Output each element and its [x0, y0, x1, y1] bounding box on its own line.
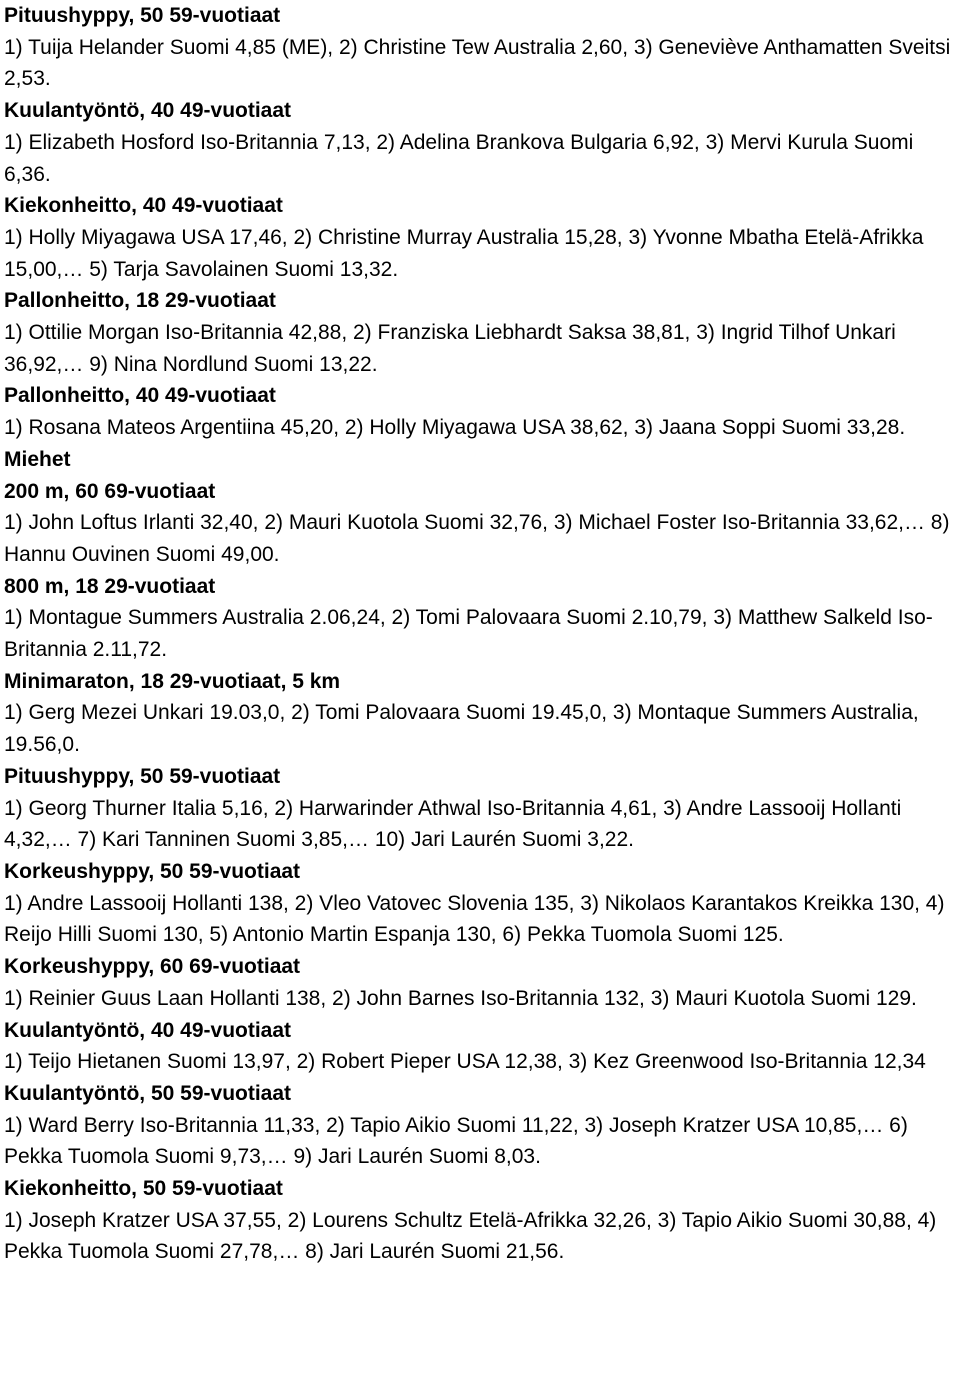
event-results: 1) Joseph Kratzer USA 37,55, 2) Lourens Schultz Etelä-Afrikka 32,26, 3) Tapio Aikio Suomi 30,88, 4) Pekka Tuomola Suomi 27,78,… 8) Jari Laurén Suomi 21,56. [4, 1208, 937, 1264]
event-results: 1) Ward Berry Iso-Britannia 11,33, 2) Tapio Aikio Suomi 11,22, 3) Joseph Kratzer USA 10,85,… 6) Pekka Tuomola Suomi 9,73,… 9) Jari Laurén Suomi 8,03. [4, 1113, 908, 1169]
event-heading: 200 m, 60 69-vuotiaat [4, 479, 216, 503]
event-results: 1) Montague Summers Australia 2.06,24, 2) Tomi Palovaara Suomi 2.10,79, 3) Matthew Salkeld Iso-Britannia 2.11,72. [4, 606, 933, 662]
event-heading: Pallonheitto, 40 49-vuotiaat [4, 384, 276, 408]
event-results: 1) Holly Miyagawa USA 17,46, 2) Christine Murray Australia 15,28, 3) Yvonne Mbatha Etelä-Afrikka 15,00,… 5) Tarja Savolainen Suomi 13,32. [4, 225, 924, 281]
event-heading: Kuulantyöntö, 50 59-vuotiaat [4, 1081, 292, 1105]
event-results: 1) John Loftus Irlanti 32,40, 2) Mauri Kuotola Suomi 32,76, 3) Michael Foster Iso-Britannia 33,62,… 8) Hannu Ouvinen Suomi 49,00. [4, 511, 950, 566]
event-heading: Kuulantyöntö, 40 49-vuotiaat [4, 99, 292, 123]
event-results: 1) Elizabeth Hosford Iso-Britannia 7,13, 2) Adelina Brankova Bulgaria 6,92, 3) Mervi Kurula Suomi 6,36. [4, 130, 914, 186]
section-heading-men: Miehet [4, 447, 71, 471]
event-heading: Pallonheitto, 18 29-vuotiaat [4, 289, 276, 313]
event-heading: Kiekonheitto, 50 59-vuotiaat [4, 1177, 283, 1201]
document-page [4, 0, 960, 1268]
event-results: 1) Ottilie Morgan Iso-Britannia 42,88, 2) Franziska Liebhardt Saksa 38,81, 3) Ingrid Tilhof Unkari 36,92,… 9) Nina Nordlund Suomi 13,22. [4, 321, 896, 376]
event-results: 1) Rosana Mateos Argentiina 45,20, 2) Holly Miyagawa USA 38,62, 3) Jaana Soppi Suomi 33,28. [4, 416, 906, 440]
event-results: 1) Tuija Helander Suomi 4,85 (ME), 2) Christine Tew Australia 2,60, 3) Geneviève Anthamatten Sveitsi 2,53. [4, 35, 951, 91]
event-results: 1) Gerg Mezei Unkari 19.03,0, 2) Tomi Palovaara Suomi 19.45,0, 3) Montaque Summers Australia, 19.56,0. [4, 701, 919, 757]
event-results: 1) Georg Thurner Italia 5,16, 2) Harwarinder Athwal Iso-Britannia 4,61, 3) Andre Lassooij Hollanti 4,32,… 7) Kari Tanninen Suomi 3,85,… 10) Jari Laurén Suomi 3,22. [4, 796, 902, 852]
event-heading: Kuulantyöntö, 40 49-vuotiaat [4, 1018, 292, 1042]
event-heading: Minimaraton, 18 29-vuotiaat, 5 km [4, 669, 341, 693]
event-heading: Kiekonheitto, 40 49-vuotiaat [4, 194, 283, 218]
event-heading: Pituushyppy, 50 59-vuotiaat [4, 764, 281, 788]
event-results: 1) Andre Lassooij Hollanti 138, 2) Vleo Vatovec Slovenia 135, 3) Nikolaos Karantakos Kreikka 130, 4) Reijo Hilli Suomi 130, 5) Antonio Martin Espanja 130, 6) Pekka Tuomola Suomi 125. [4, 891, 945, 947]
event-heading: 800 m, 18 29-vuotiaat [4, 574, 216, 598]
event-heading: Korkeushyppy, 60 69-vuotiaat [4, 955, 301, 979]
event-results: 1) Reinier Guus Laan Hollanti 138, 2) John Barnes Iso-Britannia 132, 3) Mauri Kuotola Suomi 129. [4, 986, 917, 1010]
event-heading: Pituushyppy, 50 59-vuotiaat [4, 4, 281, 27]
event-results: 1) Teijo Hietanen Suomi 13,97, 2) Robert Pieper USA 12,38, 3) Kez Greenwood Iso-Britannia 12,34 [4, 1050, 926, 1074]
event-heading: Korkeushyppy, 50 59-vuotiaat [4, 859, 301, 883]
